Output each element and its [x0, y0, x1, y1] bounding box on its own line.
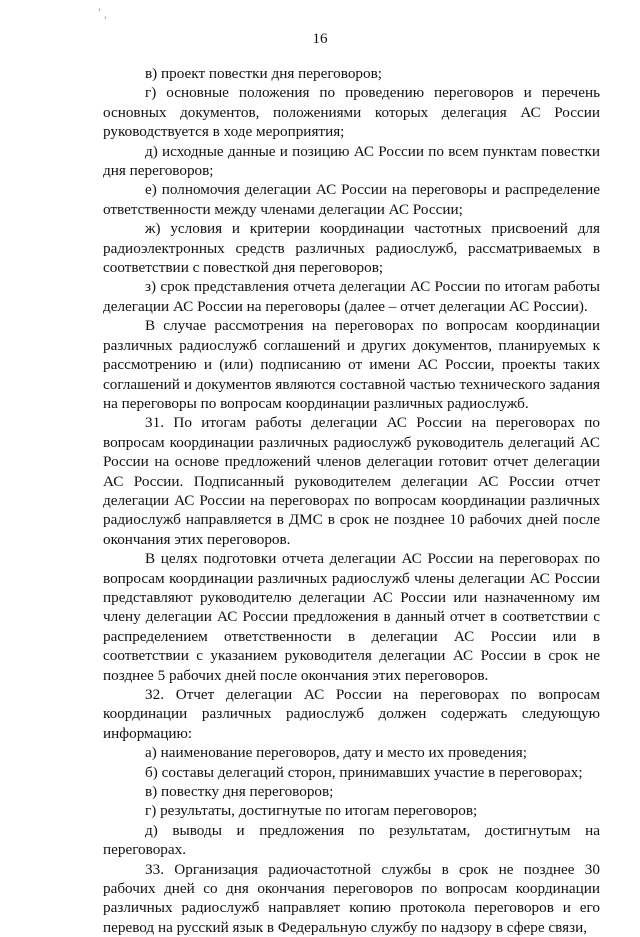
- list-item-e: е) полномочия делегации АС России на переговоры и распределение ответственности между членами делегации АС России;: [103, 181, 600, 218]
- list-item-v: в) повестку дня переговоров;: [145, 783, 334, 801]
- scan-mark: ': [98, 8, 101, 18]
- list-item-zh: ж) условия и критерии координации частотных присвоений для радиоэлектронных средств различных радиослужб, рассматриваемых в соответствии с повесткой дня переговоров;: [103, 220, 600, 277]
- list-item-g: г) основные положения по проведению переговоров и перечень основных документов, положениями которых делегация АС России руководствуется в ходе мероприятия;: [103, 84, 600, 141]
- list-item-z: з) срок представления отчета делегации АС России по итогам работы делегации АС России на переговоры (далее – отчет делегации АС России).: [103, 278, 600, 315]
- paragraph: В целях подготовки отчета делегации АС России на переговорах по вопросам координации различных радиослужб члены делегации АС России представляют руководителю делегации АС России или назначенному им члену делегации АС России предложения в данный отчет в соответствии с распределением ответственности в делегации АС России или в соответствии с указанием руководителя делегации АС России в срок не позднее 5 рабочих дней после окончания этих переговоров.: [103, 550, 600, 684]
- list-item-b: б) составы делегаций сторон, принимавших участие в переговорах;: [145, 763, 583, 781]
- list-item-a: а) наименование переговоров, дату и место их проведения;: [145, 744, 527, 762]
- list-item-v: в) проект повестки дня переговоров;: [145, 65, 383, 82]
- list-item-g: г) результаты, достигнутые по итогам переговоров;: [145, 802, 478, 820]
- page-number: 16: [312, 31, 328, 47]
- clause-31: 31. По итогам работы делегации АС России на переговорах по вопросам координации различных радиослужб руководитель делегаций АС России на основе предложений членов делегации готовит отчет делегации АС России. Подписанный руководителем делегации АС России отчет делегации АС России на переговорах по вопросам координации различных радиослужб направляется в ДМС в срок не позднее 10 рабочих дней после окончания этих переговоров.: [103, 414, 600, 548]
- list-item-d: д) исходные данные и позицию АС России по всем пунктам повестки дня переговоров;: [103, 142, 600, 180]
- clause-32: 32. Отчет делегации АС России на переговорах по вопросам координации различных радиослужб должен содержать следующую информацию:: [103, 686, 600, 742]
- document-body: [103, 64, 600, 937]
- paragraph: В случае рассмотрения на переговорах по вопросам координации различных радиослужб соглашений и других документов, планируемых к рассмотрению и (или) подписанию от имени АС России, проекты таких соглашений и документов являются составной частью технического задания на переговоры по вопросам координации различных радиослужб.: [103, 317, 600, 412]
- list-item-d: д) выводы и предложения по результатам, достигнутым на переговорах.: [103, 821, 600, 859]
- scan-mark: ': [104, 16, 107, 26]
- clause-33: 33. Организация радиочастотной службы в срок не позднее 30 рабочих дней со дня окончания переговоров по вопросам координации различных радиослужб направляет копию протокола переговоров и его перевод на русский язык в Федеральную службу по надзору в сфере связи,: [103, 860, 600, 936]
